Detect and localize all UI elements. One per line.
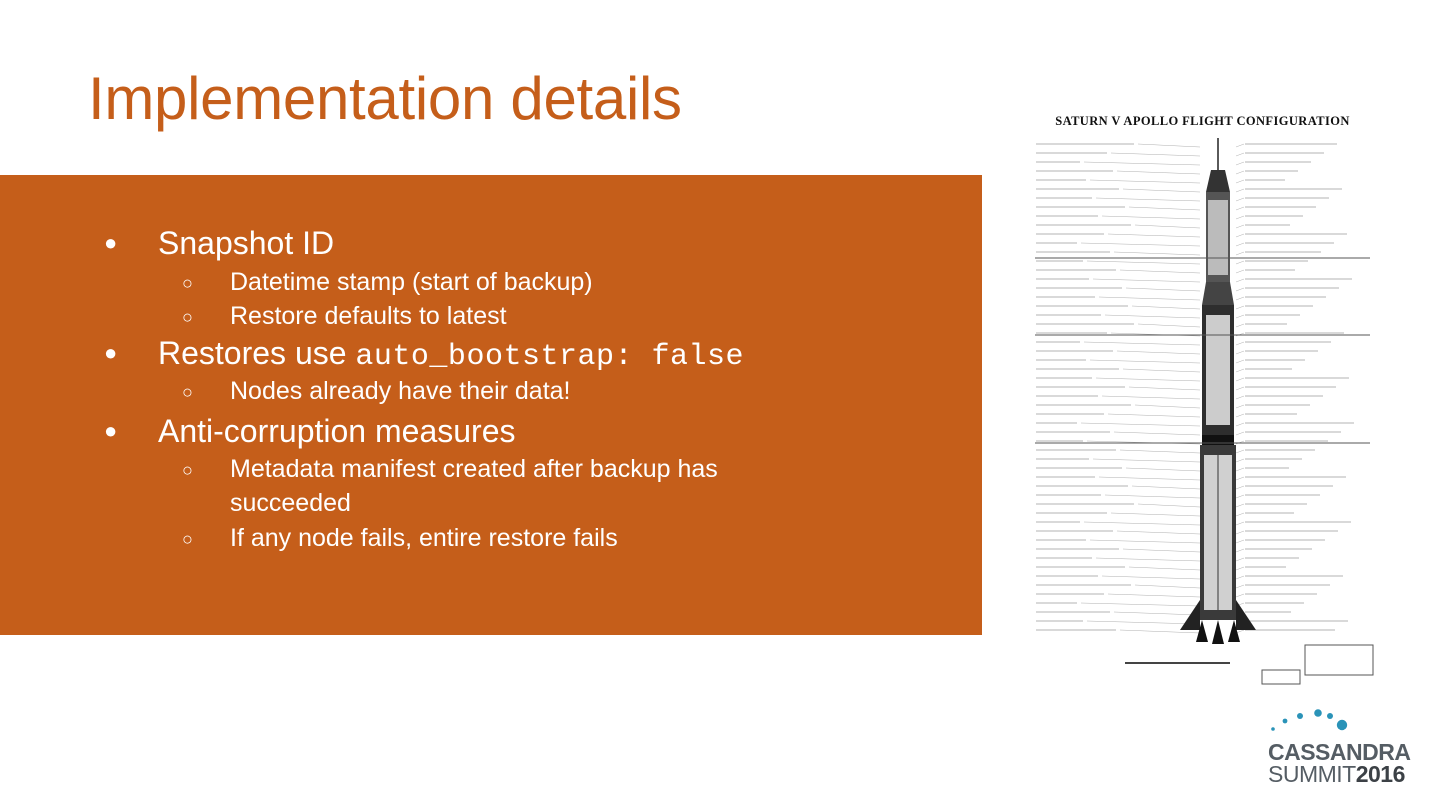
logo-dots-icon: [1268, 705, 1418, 737]
sub-bullet-text: Metadata manifest created after backup has: [230, 455, 718, 483]
bullet-item: [104, 413, 516, 450]
sub-bullet-item: [182, 377, 571, 406]
sub-bullet-text: Nodes already have their data!: [230, 377, 571, 405]
sub-bullet-text: Datetime stamp (start of backup): [230, 268, 593, 296]
hollow-bullet-icon: ○: [182, 529, 193, 549]
rocket-illustration: [1030, 110, 1375, 685]
logo-wordmark: CASSANDRA: [1268, 739, 1411, 765]
filled-bullet-icon: ●: [104, 230, 118, 255]
bullet-text: Anti-corruption measures: [158, 413, 516, 449]
slide-title: Implementation details: [88, 65, 682, 132]
logo-summit-text: SUMMIT: [1268, 761, 1356, 787]
hollow-bullet-icon: ○: [182, 273, 193, 293]
sub-bullet-item: [182, 302, 507, 331]
hollow-bullet-icon: ○: [182, 382, 193, 402]
sub-bullet-item: [182, 455, 718, 484]
poster-title: SATURN V APOLLO FLIGHT CONFIGURATION: [1055, 114, 1350, 128]
sub-bullet-item: [182, 524, 618, 553]
sub-bullet-continuation: [230, 489, 351, 518]
content-panel: [0, 175, 982, 635]
bullet-item: [104, 225, 335, 262]
bullet-item: [104, 335, 744, 374]
logo-year-text: 2016: [1355, 761, 1405, 787]
sub-bullet-text: If any node fails, entire restore fails: [230, 524, 618, 552]
bullet-text: Snapshot ID: [158, 225, 335, 261]
sub-bullet-item: [182, 268, 593, 297]
filled-bullet-icon: ●: [104, 418, 118, 443]
hollow-bullet-icon: ○: [182, 307, 193, 327]
hollow-bullet-icon: ○: [182, 460, 193, 480]
sub-bullet-text: Restore defaults to latest: [230, 302, 507, 330]
sub-bullet-text: succeeded: [230, 489, 351, 517]
bullet-text: Restores use: [158, 335, 356, 371]
cassandra-summit-logo: [1268, 705, 1418, 795]
code-snippet: auto_bootstrap: false: [355, 340, 744, 374]
saturn-v-diagram-image: [1030, 110, 1375, 685]
filled-bullet-icon: ●: [104, 340, 118, 365]
logo-subtitle: [1268, 761, 1405, 788]
bullet-list: [0, 175, 982, 635]
